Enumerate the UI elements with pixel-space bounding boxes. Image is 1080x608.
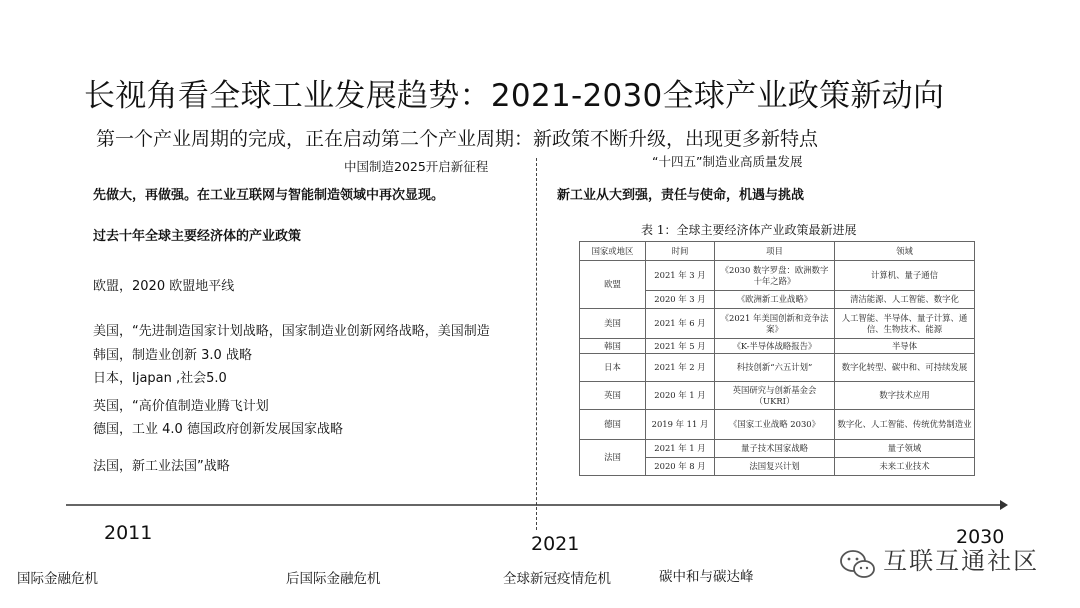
table-cell-time: 2021 年 2 月 [646,354,715,382]
event-label: 国际金融危机 [17,571,98,587]
table-cell-field: 数字化转型、碳中和、可持续发展 [835,354,975,382]
table-cell-project: 科技创新“六五计划” [715,354,835,382]
table-cell-region: 德国 [580,410,646,440]
event-label: 碳中和与碳达峰 [659,569,754,585]
table-cell-project: 《2030 数字罗盘：欧洲数字十年之路》 [715,261,835,291]
watermark-text: 互联互通社区 [883,547,1040,575]
table-header: 国家或地区 [580,242,646,261]
left-section-title: 过去十年全球主要经济体的产业政策 [93,229,302,244]
year-label: 2030 [956,526,1005,548]
policy-item: 法国，新工业法国”战略 [93,459,230,474]
watermark [838,541,1039,582]
table-cell-region: 美国 [580,309,646,339]
table-cell-field: 未来工业技术 [835,458,975,476]
table-cell-region: 英国 [580,382,646,410]
table-header: 项目 [715,242,835,261]
table-cell-time: 2021 年 5 月 [646,339,715,354]
table-cell-region: 日本 [580,354,646,382]
left-heading: 中国制造2025开启新征程 [344,159,489,174]
table-cell-time: 2021 年 1 月 [646,440,715,458]
year-label: 2021 [531,533,580,555]
table-header: 领域 [835,242,975,261]
policy-item: 德国，工业 4.0 德国政府创新发展国家战略 [93,422,343,437]
table-cell-project: 法国复兴计划 [715,458,835,476]
table-cell-time: 2021 年 6 月 [646,309,715,339]
table-cell-field: 量子领域 [835,440,975,458]
table-cell-field: 数字技术应用 [835,382,975,410]
policy-item: 欧盟，2020 欧盟地平线 [93,279,235,294]
table-caption: 表 1：全球主要经济体产业政策最新进展 [641,223,857,237]
page-title: 长视角看全球工业发展趋势：2021-2030全球产业政策新动向 [84,78,945,114]
table-cell-region: 韩国 [580,339,646,354]
right-heading: “十四五”制造业高质量发展 [652,154,803,169]
year-label: 2011 [104,522,153,544]
page-subtitle: 第一个产业周期的完成，正在启动第二个产业周期：新政策不断升级，出现更多新特点 [96,128,819,150]
table-cell-project: 《2021 年美国创新和竞争法案》 [715,309,835,339]
table-cell-time: 2019 年 11 月 [646,410,715,440]
table-cell-project: 《国家工业战略 2030》 [715,410,835,440]
table-cell-field: 计算机、量子通信 [835,261,975,291]
policy-item: 美国，“先进制造国家计划战略，国家制造业创新网络战略，美国制造 [93,324,490,339]
table-cell-time: 2020 年 8 月 [646,458,715,476]
table-cell-time: 2020 年 3 月 [646,291,715,309]
table-cell-project: 《欧洲新工业战略》 [715,291,835,309]
table-cell-field: 清洁能源、人工智能、数字化 [835,291,975,309]
table-cell-field: 半导体 [835,339,975,354]
policy-item: 韩国，制造业创新 3.0 战略 [93,348,252,363]
table-cell-project: 量子技术国家战略 [715,440,835,458]
policy-item: 日本，Ijapan ,社会5.0 [93,371,227,386]
table-cell-time: 2021 年 3 月 [646,261,715,291]
event-label: 后国际金融危机 [286,571,381,587]
table-header: 时间 [646,242,715,261]
table-cell-field: 人工智能、半导体、量子计算、通信、生物技术、能源 [835,309,975,339]
left-tagline: 先做大，再做强。在工业互联网与智能制造领域中再次显现。 [93,188,445,203]
policy-item: 英国，“高价值制造业腾飞计划 [93,399,269,414]
table-cell-time: 2020 年 1 月 [646,382,715,410]
table-cell-field: 数字化、人工智能、传统优势制造业 [835,410,975,440]
wechat-icon [838,548,878,582]
right-tagline: 新工业从大到强，责任与使命，机遇与挑战 [557,188,805,203]
table-cell-project: 《K-半导体战略报告》 [715,339,835,354]
event-label: 全球新冠疫情危机 [503,571,611,587]
table-cell-region: 法国 [580,440,646,476]
table-cell-region: 欧盟 [580,261,646,309]
table-cell-project: 英国研究与创新基金会（UKRI） [715,382,835,410]
